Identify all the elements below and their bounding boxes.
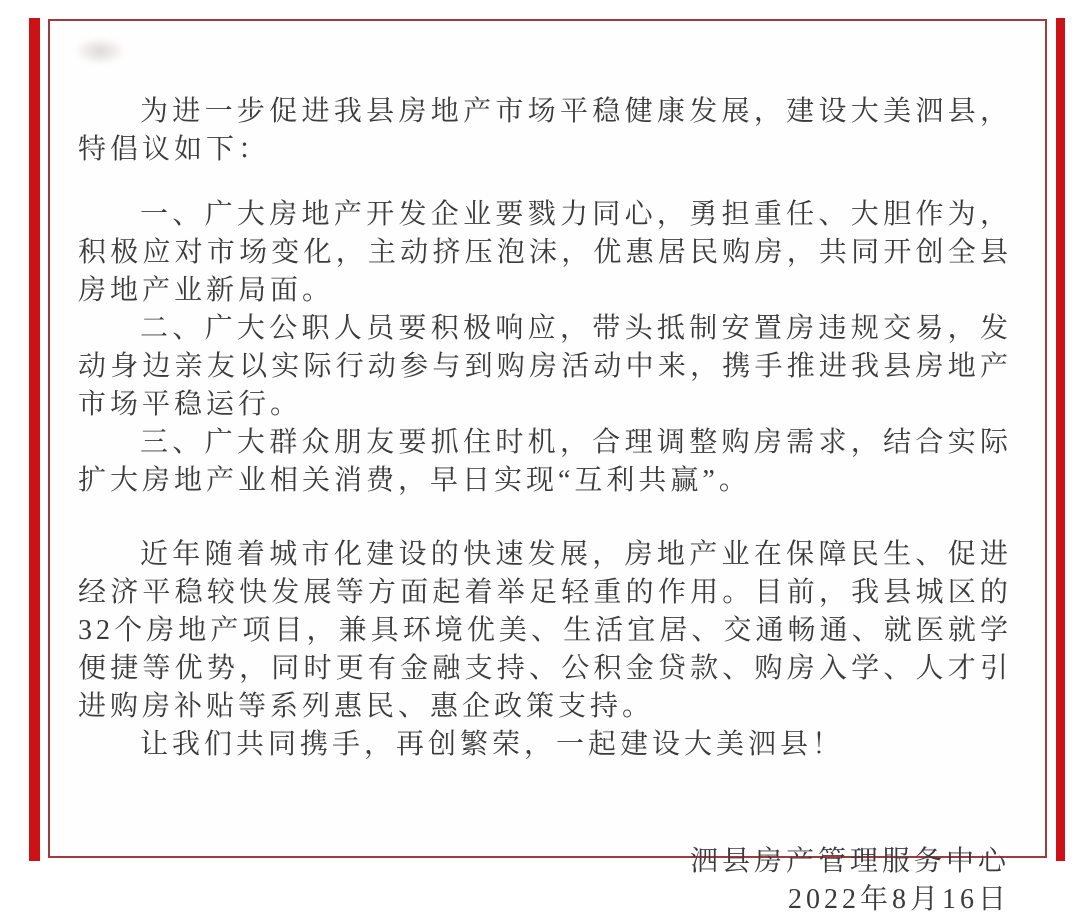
item-3-paragraph: 三、广大群众朋友要抓住时机，合理调整购房需求，结合实际扩大房地产业相关消费，早日实现“互利共赢”。 (78, 427, 1012, 496)
issuer-signature: 泗县房产管理服务中心 (689, 846, 1010, 877)
signature-block (78, 843, 1010, 919)
document-frame (48, 19, 1047, 915)
left-red-accent-bar (29, 18, 40, 861)
item-1-paragraph: 一、广大房地产开发企业要戮力同心，勇担重任、大胆作为，积极应对市场变化，主动挤压泡沫，优惠居民购房，共同开创全县房地产业新局面。 (78, 199, 1012, 306)
intro-paragraph: 为进一步促进我县房地产市场平稳健康发展，建设大美泗县，特倡议如下： (78, 96, 1012, 165)
background-paragraph: 近年随着城市化建设的快速发展，房地产业在保障民生、促进经济平稳较快发展等方面起着举足轻重的作用。目前，我县城区的32个房地产项目，兼具环境优美、生活宜居、交通畅通、就医就学便捷等优势，同时更有金融支持、公积金贷款、购房入学、人才引进购房补贴等系列惠民、惠企政策支持。 (78, 539, 1012, 722)
issue-date: 2022年8月16日 (787, 884, 1010, 915)
right-red-accent-bar (1056, 18, 1065, 861)
item-2-paragraph: 二、广大公职人员要积极响应，带头抵制安置房违规交易，发动身边亲友以实际行动参与到购房活动中来，携手推进我县房地产市场平稳运行。 (78, 313, 1012, 420)
closing-paragraph: 让我们共同携手，再创繁荣，一起建设大美泗县！ (140, 729, 845, 760)
notice-body (50, 21, 1045, 915)
